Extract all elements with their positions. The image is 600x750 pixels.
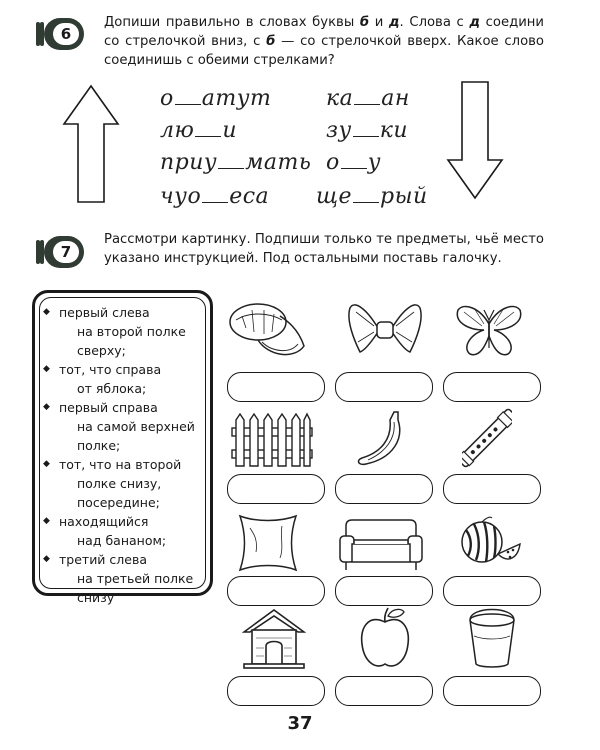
answer-box-3[interactable]	[443, 372, 541, 402]
task-6-text: Допиши правильно в словах буквы б и д. Слова с д соедини со стрелочкой вниз, с б — со стрелочкой вверх. Какое слово соединишь с обеими стрелками?	[104, 15, 544, 68]
doghouse-icon	[242, 608, 306, 670]
answer-box-9[interactable]	[443, 576, 541, 606]
watermelon-icon	[456, 514, 522, 568]
answer-box-4[interactable]	[227, 474, 325, 504]
bucket-icon	[466, 606, 518, 670]
word-left-1: о атут	[160, 86, 272, 111]
task-7-text: Рассмотри картинку. Подпиши только те предметы, чьё место указано инструкцией. Под остальными поставь галочку.	[104, 232, 544, 266]
answer-box-2[interactable]	[335, 372, 433, 402]
fence-icon	[230, 410, 314, 468]
word-left-2: лю и	[160, 118, 238, 143]
flute-icon	[462, 406, 512, 470]
answer-box-11[interactable]	[335, 676, 433, 706]
page-number: 37	[287, 713, 313, 734]
apple-icon	[358, 606, 412, 672]
instruction-box	[32, 290, 213, 605]
arrow-up-icon	[62, 84, 120, 206]
word-right-1: ка ан	[326, 86, 410, 111]
word-right-2: зу ки	[326, 118, 409, 143]
sofa-icon	[338, 514, 424, 574]
word-left-3: приу мать	[160, 150, 312, 175]
pillow-icon	[236, 512, 300, 574]
butterfly-icon	[454, 302, 524, 360]
instruction-item: ◆ первый справа на самой верхней полке;	[43, 398, 198, 455]
instruction-item: ◆ тот, что справа от яблока;	[43, 360, 198, 398]
instruction-item: ◆ находящийся над бананом;	[43, 512, 198, 550]
word-right-3: о у	[326, 150, 382, 175]
bow-tie-icon	[346, 298, 424, 362]
answer-box-8[interactable]	[335, 576, 433, 606]
answer-box-7[interactable]	[227, 576, 325, 606]
instruction-item: ◆ третий слева на третьей полке снизу	[43, 550, 198, 607]
answer-box-5[interactable]	[335, 474, 433, 504]
arrow-down-icon	[446, 80, 504, 202]
task-6-number: 6	[53, 23, 79, 45]
task-6-badge	[36, 18, 88, 50]
word-right-4: ще рый	[316, 184, 428, 209]
melon-slice-icon	[228, 298, 308, 362]
instruction-item: ◆ первый слева на второй полке сверху;	[43, 303, 198, 360]
instruction-item: ◆ тот, что на второй полке снизу, посередине;	[43, 455, 198, 512]
answer-box-1[interactable]	[227, 372, 325, 402]
answer-box-6[interactable]	[443, 474, 541, 504]
answer-box-12[interactable]	[443, 676, 541, 706]
task-7-badge	[36, 236, 88, 268]
banana-icon	[350, 408, 410, 468]
answer-box-10[interactable]	[227, 676, 325, 706]
task-7-number: 7	[53, 241, 79, 263]
word-left-4: чуо еса	[160, 184, 270, 209]
